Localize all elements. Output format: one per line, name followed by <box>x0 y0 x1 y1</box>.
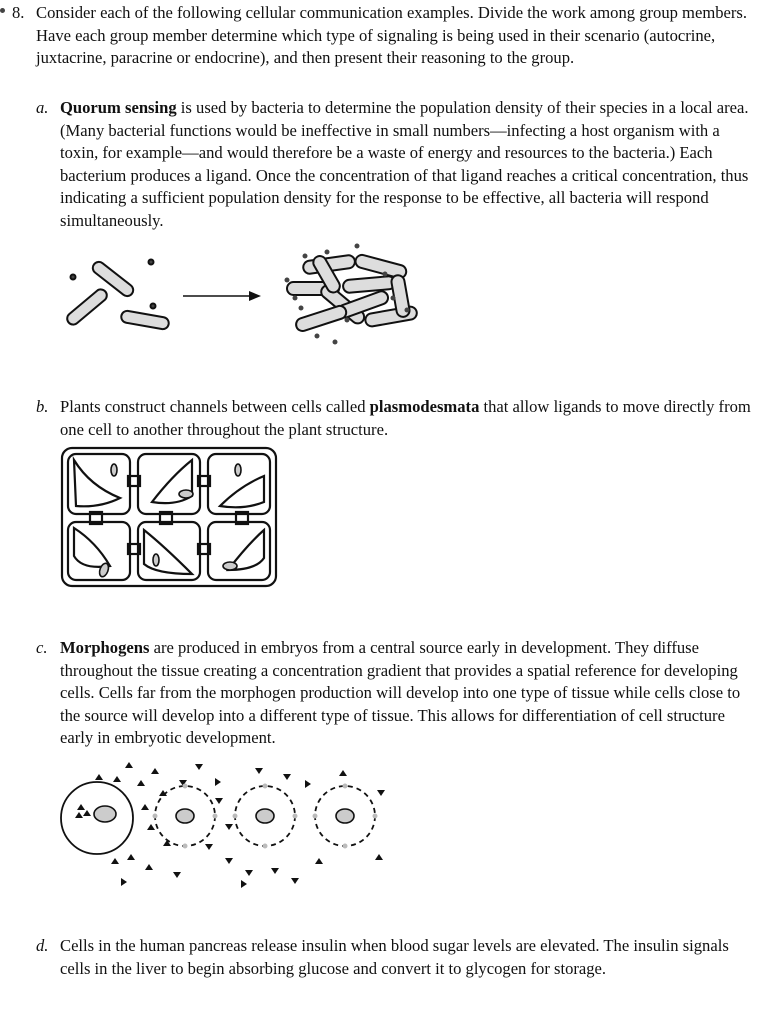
item-body: is used by bacteria to determine the population density of their species in a local area. (Many bacterial functions would be ineffective in small numbers—infecting a host organism with a toxin, for example—and would therefore be a waste of energy and resources to the bacteria.) Each bacterium produces a ligand. Once the concentration of that ligand reaches a critical concentration, thus indicating a sufficient population density for the response to be effective, all bacteria will respond simultaneously. <box>60 98 749 230</box>
item-letter: d. <box>36 936 49 955</box>
morphogen-gradient-illustration <box>55 760 395 890</box>
item-letter: b. <box>36 397 49 416</box>
item-body-pre: Plants construct channels between cells called <box>60 397 370 416</box>
plasmodesmata-illustration <box>60 446 280 590</box>
item-c <box>36 637 751 750</box>
term-quorum-sensing: Quorum sensing <box>60 98 177 117</box>
item-b <box>36 396 751 441</box>
item-a <box>36 97 751 232</box>
item-text <box>60 97 751 232</box>
item-body: that allow ligands to move directly from one cell to another throughout the plant structure. <box>60 397 751 439</box>
quorum-sensing-illustration <box>55 240 425 350</box>
item-letter: c. <box>36 638 48 657</box>
item-text: Cells in the human pancreas release insulin when blood sugar levels are elevated. The insulin signals cells in the liver to begin absorbing glucose and convert it to glycogen for storage. <box>60 936 729 978</box>
item-text <box>60 396 751 441</box>
item-letter: a. <box>36 98 49 117</box>
margin-bullet <box>0 8 5 13</box>
question-8 <box>12 2 752 70</box>
term-morphogens: Morphogens <box>60 638 150 657</box>
item-text <box>60 637 751 750</box>
item-body: are produced in embryos from a central source early in development. They diffuse throughout the tissue creating a concentration gradient that provides a spatial reference for developing cells. Cells far from the morphogen production will develop into one type of tissue while cells close to the source will develop into a different type of tissue. This allows for differentiation of cell structure early in embryotic development. <box>60 638 741 747</box>
question-text: Consider each of the following cellular communication examples. Divide the work among group members. Have each group member determine which type of signaling is being used in their scenario (autocrine, juxtacrine, paracrine or endocrine), and then present their reasoning to the group. <box>36 3 748 67</box>
question-number: 8. <box>12 3 25 22</box>
term-plasmodesmata: plasmodesmata <box>369 397 480 416</box>
item-d <box>36 935 751 980</box>
